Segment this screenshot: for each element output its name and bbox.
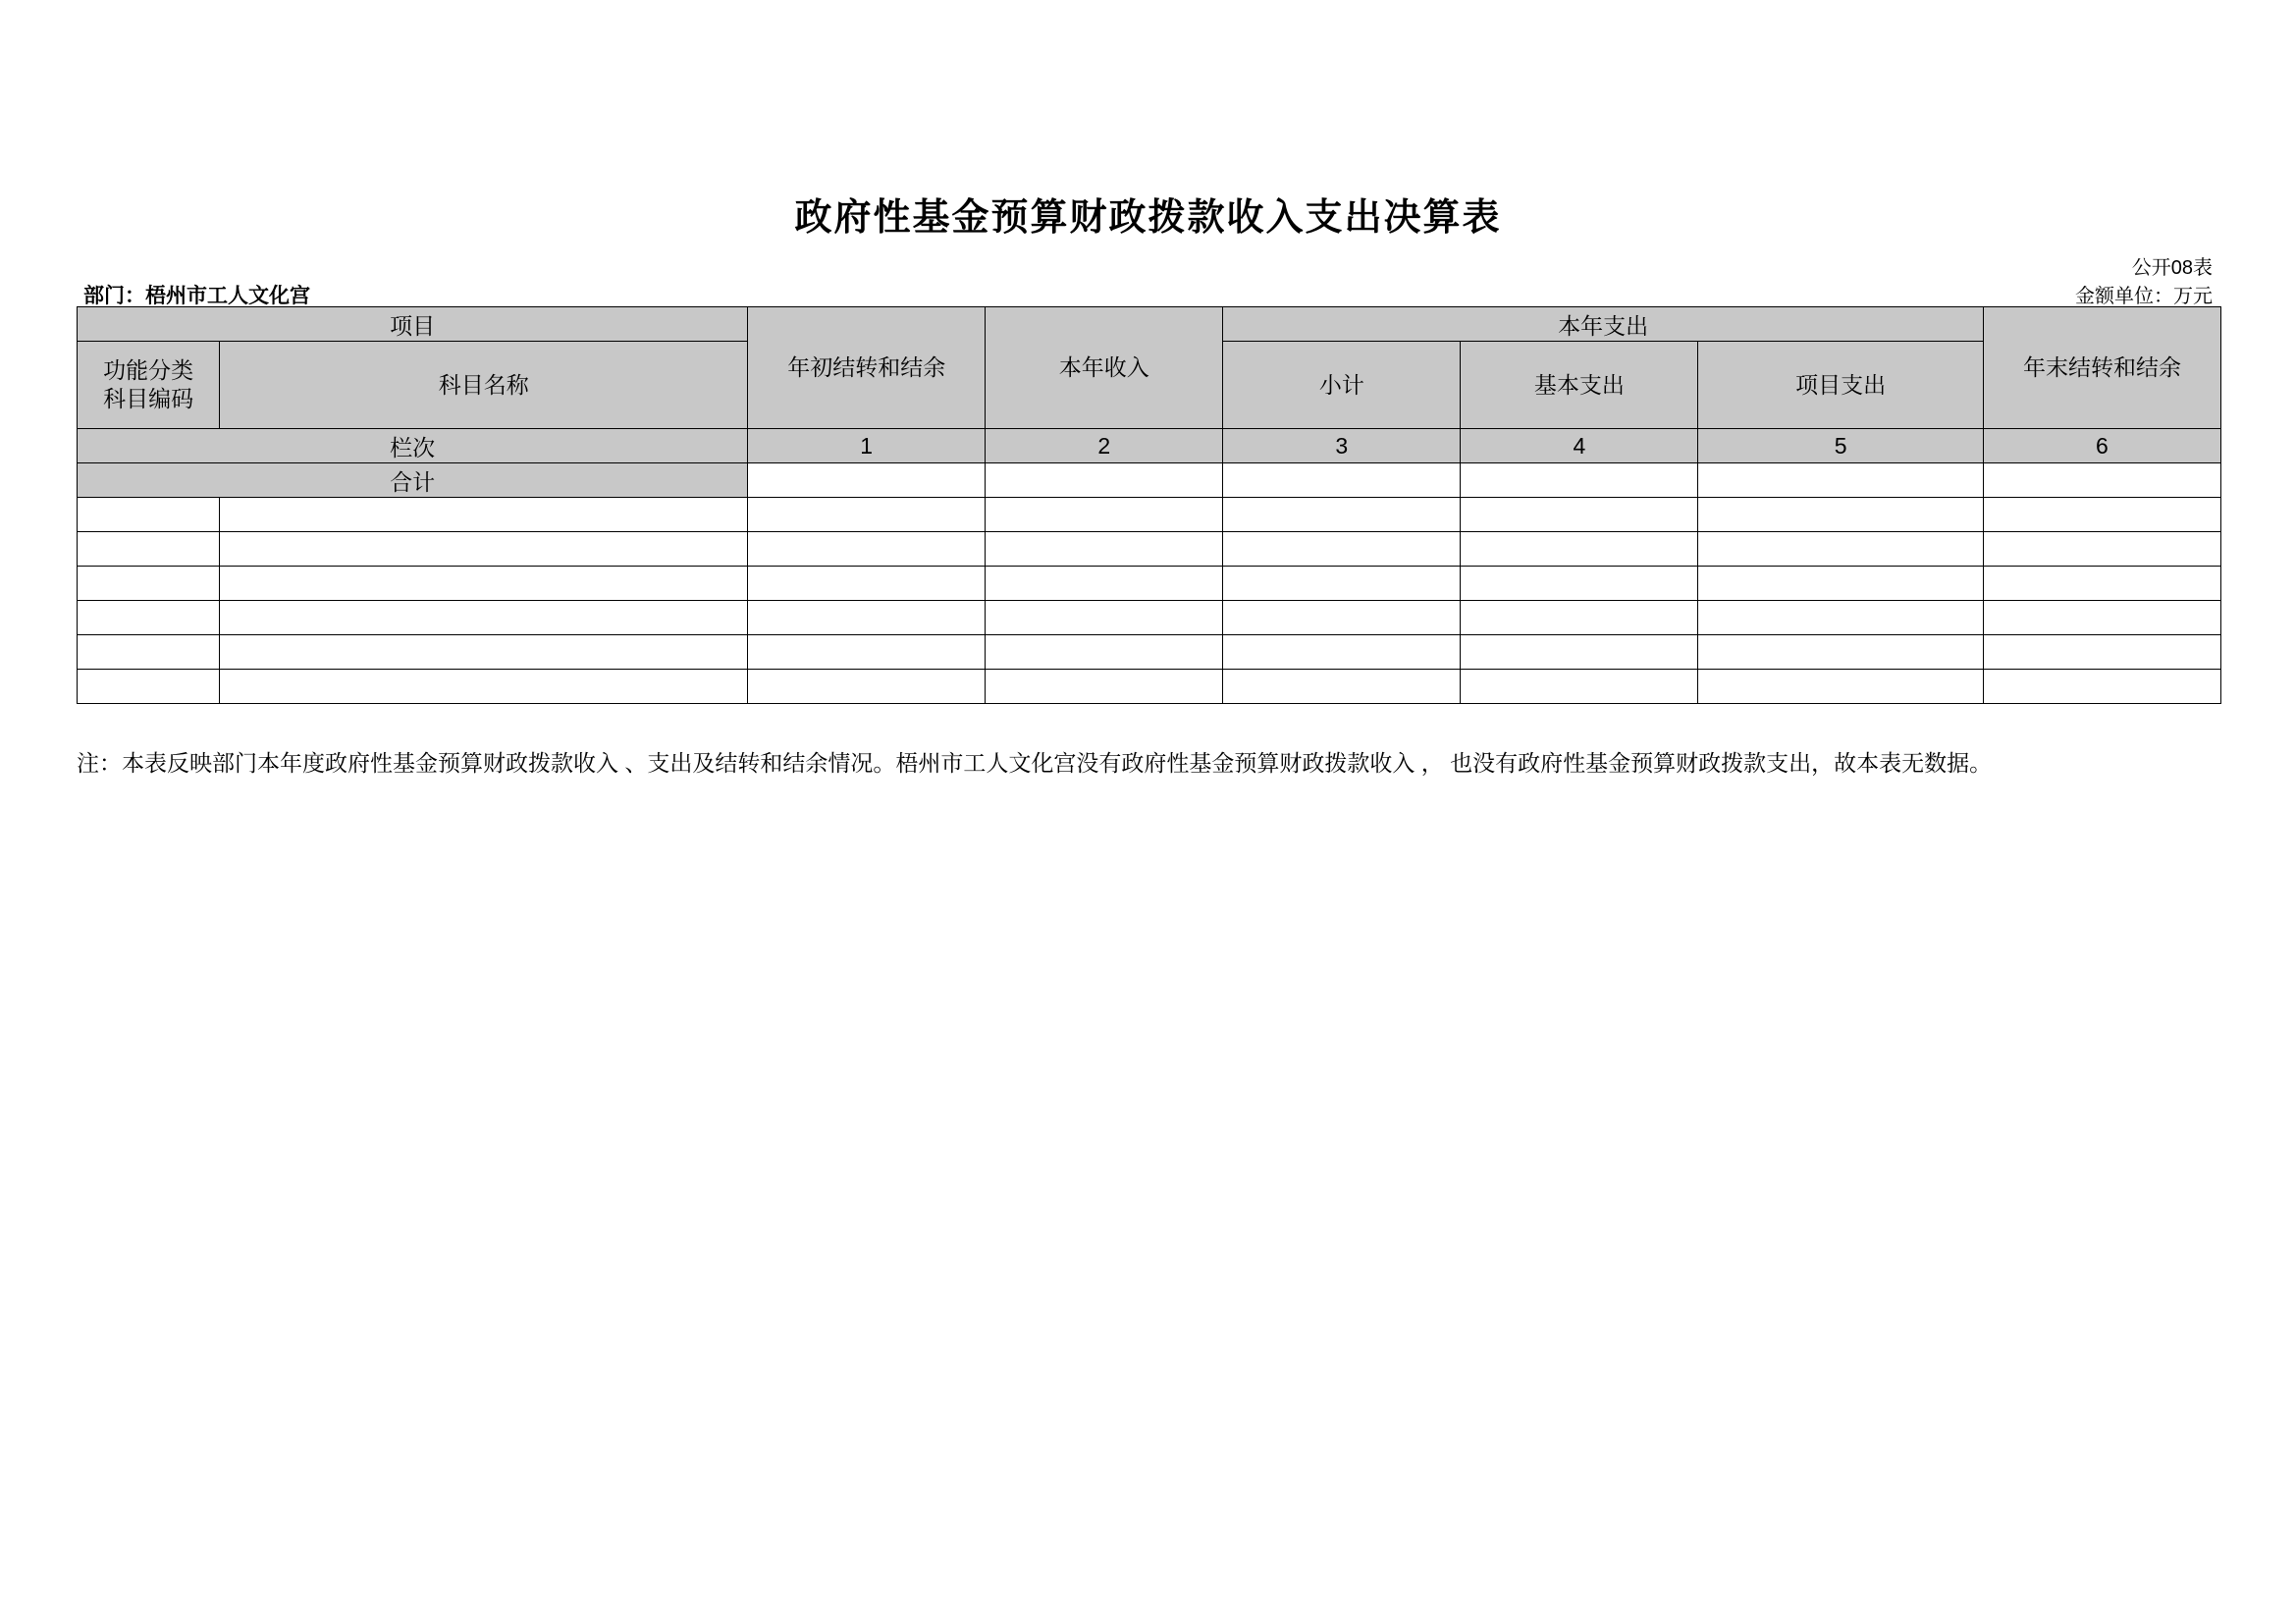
cell	[1698, 532, 1983, 567]
total-cell-2	[986, 463, 1223, 498]
total-cell-5	[1698, 463, 1983, 498]
column-number-4: 4	[1461, 429, 1698, 463]
table-column-number-row	[78, 429, 2221, 463]
cell	[748, 670, 986, 704]
cell	[1698, 498, 1983, 532]
total-cell-3	[1223, 463, 1461, 498]
total-cell-6	[1983, 463, 2220, 498]
column-number-1: 1	[748, 429, 986, 463]
table-row	[78, 498, 2221, 532]
cell	[1223, 532, 1461, 567]
cell	[1223, 635, 1461, 670]
table-row	[78, 635, 2221, 670]
cell	[1983, 601, 2220, 635]
cell	[78, 670, 220, 704]
cell	[1223, 670, 1461, 704]
table-header-row-1	[78, 307, 2221, 342]
cell	[986, 532, 1223, 567]
cell	[986, 498, 1223, 532]
header-end-balance: 年末结转和结余	[1983, 307, 2220, 429]
cell	[1983, 498, 2220, 532]
cell	[1983, 670, 2220, 704]
cell	[748, 567, 986, 601]
cell	[1461, 601, 1698, 635]
cell	[220, 498, 748, 532]
table-row	[78, 601, 2221, 635]
cell	[986, 567, 1223, 601]
cell	[1461, 532, 1698, 567]
column-number-3: 3	[1223, 429, 1461, 463]
table-row	[78, 532, 2221, 567]
header-subtotal: 小计	[1223, 342, 1461, 429]
cell	[1983, 532, 2220, 567]
cell	[78, 635, 220, 670]
header-year-income: 本年收入	[986, 307, 1223, 429]
cell	[986, 670, 1223, 704]
cell	[748, 635, 986, 670]
form-number: 公开08表	[2131, 257, 2213, 279]
table-row	[78, 670, 2221, 704]
header-function-code-line2: 科目编码	[103, 386, 194, 411]
cell	[748, 498, 986, 532]
page-title: 政府性基金预算财政拨款收入支出决算表	[794, 197, 1502, 239]
department-label: 部门：梧州市工人文化宫	[83, 285, 310, 307]
cell	[1461, 670, 1698, 704]
cell	[1698, 567, 1983, 601]
table-row	[78, 567, 2221, 601]
cell	[1223, 498, 1461, 532]
cell	[78, 601, 220, 635]
total-label: 合计	[78, 463, 748, 498]
header-begin-balance: 年初结转和结余	[748, 307, 986, 429]
cell	[748, 601, 986, 635]
cell	[748, 532, 986, 567]
cell	[1698, 635, 1983, 670]
cell	[1461, 567, 1698, 601]
header-function-code	[78, 342, 220, 429]
column-number-5: 5	[1698, 429, 1983, 463]
cell	[1983, 567, 2220, 601]
table-total-row	[78, 463, 2221, 498]
cell	[220, 532, 748, 567]
cell	[220, 567, 748, 601]
header-function-code-line1: 功能分类	[103, 357, 194, 384]
cell	[986, 635, 1223, 670]
cell	[220, 601, 748, 635]
header-subject-name: 科目名称	[220, 342, 748, 429]
cell	[1223, 601, 1461, 635]
column-number-6: 6	[1983, 429, 2220, 463]
header-project-expense: 项目支出	[1698, 342, 1983, 429]
cell	[1698, 601, 1983, 635]
budget-table	[77, 306, 2221, 704]
cell	[220, 635, 748, 670]
header-year-expense-group: 本年支出	[1223, 307, 1984, 342]
cell	[1983, 635, 2220, 670]
header-basic-expense: 基本支出	[1461, 342, 1698, 429]
cell	[1698, 670, 1983, 704]
cell	[1461, 635, 1698, 670]
cell	[1461, 498, 1698, 532]
header-item-group: 项目	[78, 307, 748, 342]
cell	[78, 498, 220, 532]
cell	[78, 567, 220, 601]
table-note: 注：本表反映部门本年度政府性基金预算财政拨款收入 、支出及结转和结余情况。梧州市工人文化宫没有政府性基金预算财政拨款收入 ， 也没有政府性基金预算财政拨款支出，故本表无数据。	[77, 750, 1993, 776]
total-cell-4	[1461, 463, 1698, 498]
column-number-2: 2	[986, 429, 1223, 463]
amount-unit: 金额单位：万元	[2075, 286, 2213, 307]
cell	[220, 670, 748, 704]
cell	[1223, 567, 1461, 601]
total-cell-1	[748, 463, 986, 498]
column-label: 栏次	[78, 429, 748, 463]
cell	[78, 532, 220, 567]
cell	[986, 601, 1223, 635]
